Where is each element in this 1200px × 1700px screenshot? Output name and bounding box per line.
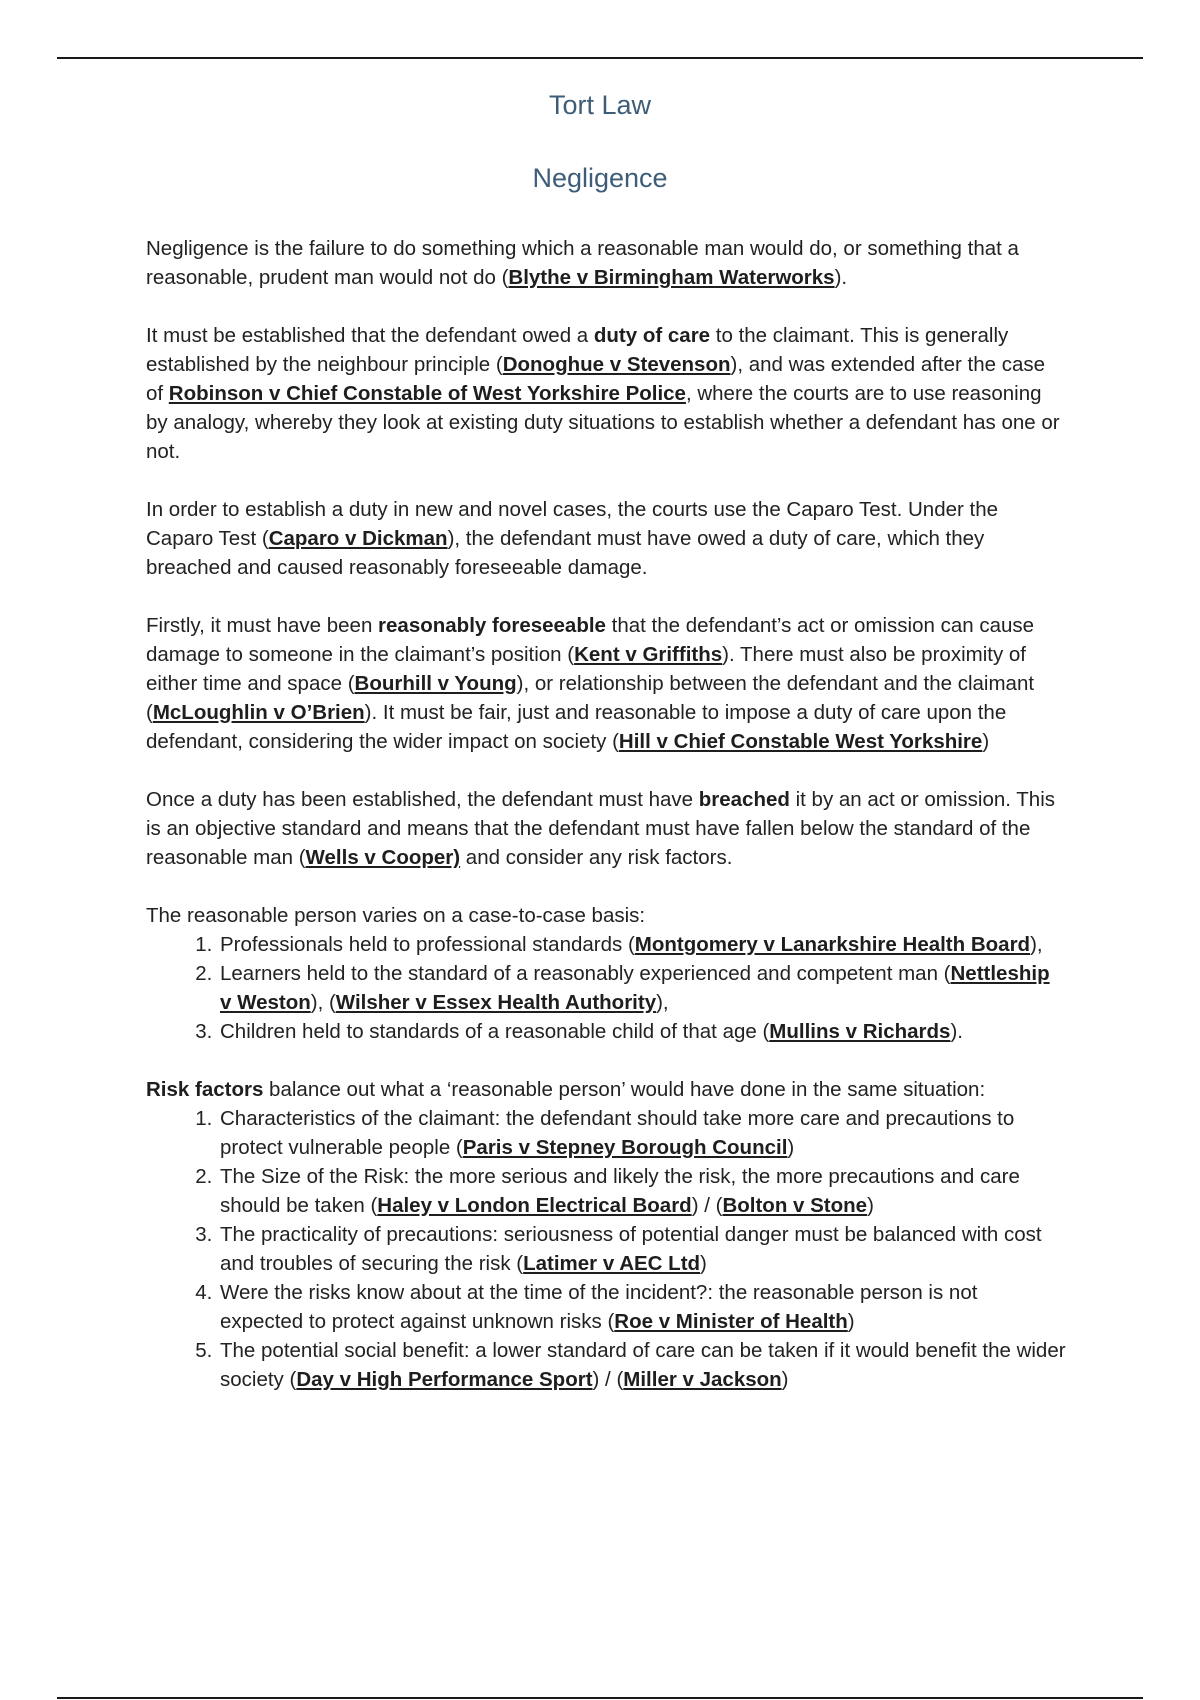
case-citation: Wells v Cooper) bbox=[305, 846, 461, 869]
case-citation: Wilsher v Essex Health Authority bbox=[335, 991, 657, 1014]
bold-term: duty of care bbox=[593, 324, 711, 347]
list-item: 2. The Size of the Risk: the more serious and likely the risk, the more precautions and care should be taken (Haley v London Electrical Board) / (Bolton v Stone) bbox=[218, 1162, 1066, 1220]
list-item: 3. The practicality of precautions: seriousness of potential danger must be balanced with cost and troubles of securing the risk (Latimer v AEC Ltd) bbox=[218, 1220, 1066, 1278]
case-citation: Day v High Performance Sport bbox=[296, 1368, 593, 1391]
paragraph-foreseeability: Firstly, it must have been reasonably foreseeable that the defendant’s act or omission can cause damage to someone in the claimant’s position (Kent v Griffiths). There must also be proximity of either time and space (Bourhill v Young), or relationship between the defendant and the claimant (McLoughlin v O’Brien). It must be fair, just and reasonable to impose a duty of care upon the defendant, considering the wider impact on society (Hill v Chief Constable West Yorkshire) bbox=[146, 614, 1035, 753]
list-item: 1. Professionals held to professional standards (Montgomery v Lanarkshire Health Board), bbox=[218, 930, 1066, 959]
case-citation: Montgomery v Lanarkshire Health Board bbox=[634, 933, 1031, 956]
case-citation: Bolton v Stone bbox=[722, 1194, 868, 1217]
case-citation: McLoughlin v O’Brien bbox=[152, 701, 365, 724]
case-citation: Kent v Griffiths bbox=[574, 643, 723, 666]
bold-term: Risk factors bbox=[146, 1078, 264, 1101]
case-citation: Hill v Chief Constable West Yorkshire bbox=[618, 730, 983, 753]
case-citation: Haley v London Electrical Board bbox=[377, 1194, 692, 1217]
reasonable-person-list bbox=[146, 930, 1066, 1046]
paragraph-caparo-test: In order to establish a duty in new and novel cases, the courts use the Caparo Test. Under the Caparo Test (Caparo v Dickman), the defendant must have owed a duty of care, which they breached and caused reasonably foreseeable damage. bbox=[146, 498, 999, 579]
risk-factors-intro: Risk factors balance out what a ‘reasonable person’ would have done in the same situation: bbox=[146, 1078, 986, 1101]
document-body bbox=[146, 234, 1066, 1423]
case-citation: Bourhill v Young bbox=[354, 672, 517, 695]
document-title: Tort Law bbox=[548, 90, 652, 120]
list-item: 4. Were the risks know about at the time of the incident?: the reasonable person is not expected to protect against unknown risks (Roe v Minister of Health) bbox=[218, 1278, 1066, 1336]
document-subtitle: Negligence bbox=[532, 163, 668, 193]
case-citation: Mullins v Richards bbox=[769, 1020, 951, 1043]
paragraph-definition: Negligence is the failure to do something which a reasonable man would do, or something that a reasonable, prudent man would not do (Blythe v Birmingham Waterworks). bbox=[146, 237, 1019, 289]
case-citation: Blythe v Birmingham Waterworks bbox=[508, 266, 835, 289]
case-citation: Nettleship v Weston bbox=[220, 962, 1050, 1014]
top-rule bbox=[57, 57, 1143, 59]
list-item: 3. Children held to standards of a reasonable child of that age (Mullins v Richards). bbox=[218, 1017, 1066, 1046]
bold-term: reasonably foreseeable bbox=[378, 614, 606, 637]
list-item: 1. Characteristics of the claimant: the defendant should take more care and precautions to protect vulnerable people (Paris v Stepney Borough Council) bbox=[218, 1104, 1066, 1162]
case-citation: Robinson v Chief Constable of West Yorkshire Police bbox=[168, 382, 686, 405]
list-item: 2. Learners held to the standard of a reasonably experienced and competent man (Nettleship v Weston), (Wilsher v Essex Health Authority), bbox=[218, 959, 1066, 1017]
bottom-rule bbox=[57, 1697, 1143, 1699]
paragraph-duty-of-care: It must be established that the defendant owed a duty of care to the claimant. This is generally established by the neighbour principle (Donoghue v Stevenson), and was extended after the case of Robinson v Chief Constable of West Yorkshire Police, where the courts are to use reasoning by analogy, whereby they look at existing duty situations to establish whether a defendant has one or not. bbox=[146, 324, 1060, 463]
case-citation: Donoghue v Stevenson bbox=[502, 353, 731, 376]
reasonable-person-intro: The reasonable person varies on a case-to-case basis: bbox=[146, 904, 646, 927]
case-citation: Roe v Minister of Health bbox=[614, 1310, 848, 1333]
risk-factors-list bbox=[146, 1104, 1066, 1394]
case-citation: Paris v Stepney Borough Council bbox=[462, 1136, 788, 1159]
bold-term: breached bbox=[698, 788, 790, 811]
case-citation: Latimer v AEC Ltd bbox=[523, 1252, 701, 1275]
paragraph-breach: Once a duty has been established, the defendant must have breached it by an act or omission. This is an objective standard and means that the defendant must have fallen below the standard of the reasonable man (Wells v Cooper) and consider any risk factors. bbox=[146, 788, 1055, 869]
case-citation: Caparo v Dickman bbox=[268, 527, 448, 550]
list-item: 5. The potential social benefit: a lower standard of care can be taken if it would benefit the wider society (Day v High Performance Sport) / (Miller v Jackson) bbox=[218, 1336, 1066, 1394]
case-citation: Miller v Jackson bbox=[623, 1368, 782, 1391]
